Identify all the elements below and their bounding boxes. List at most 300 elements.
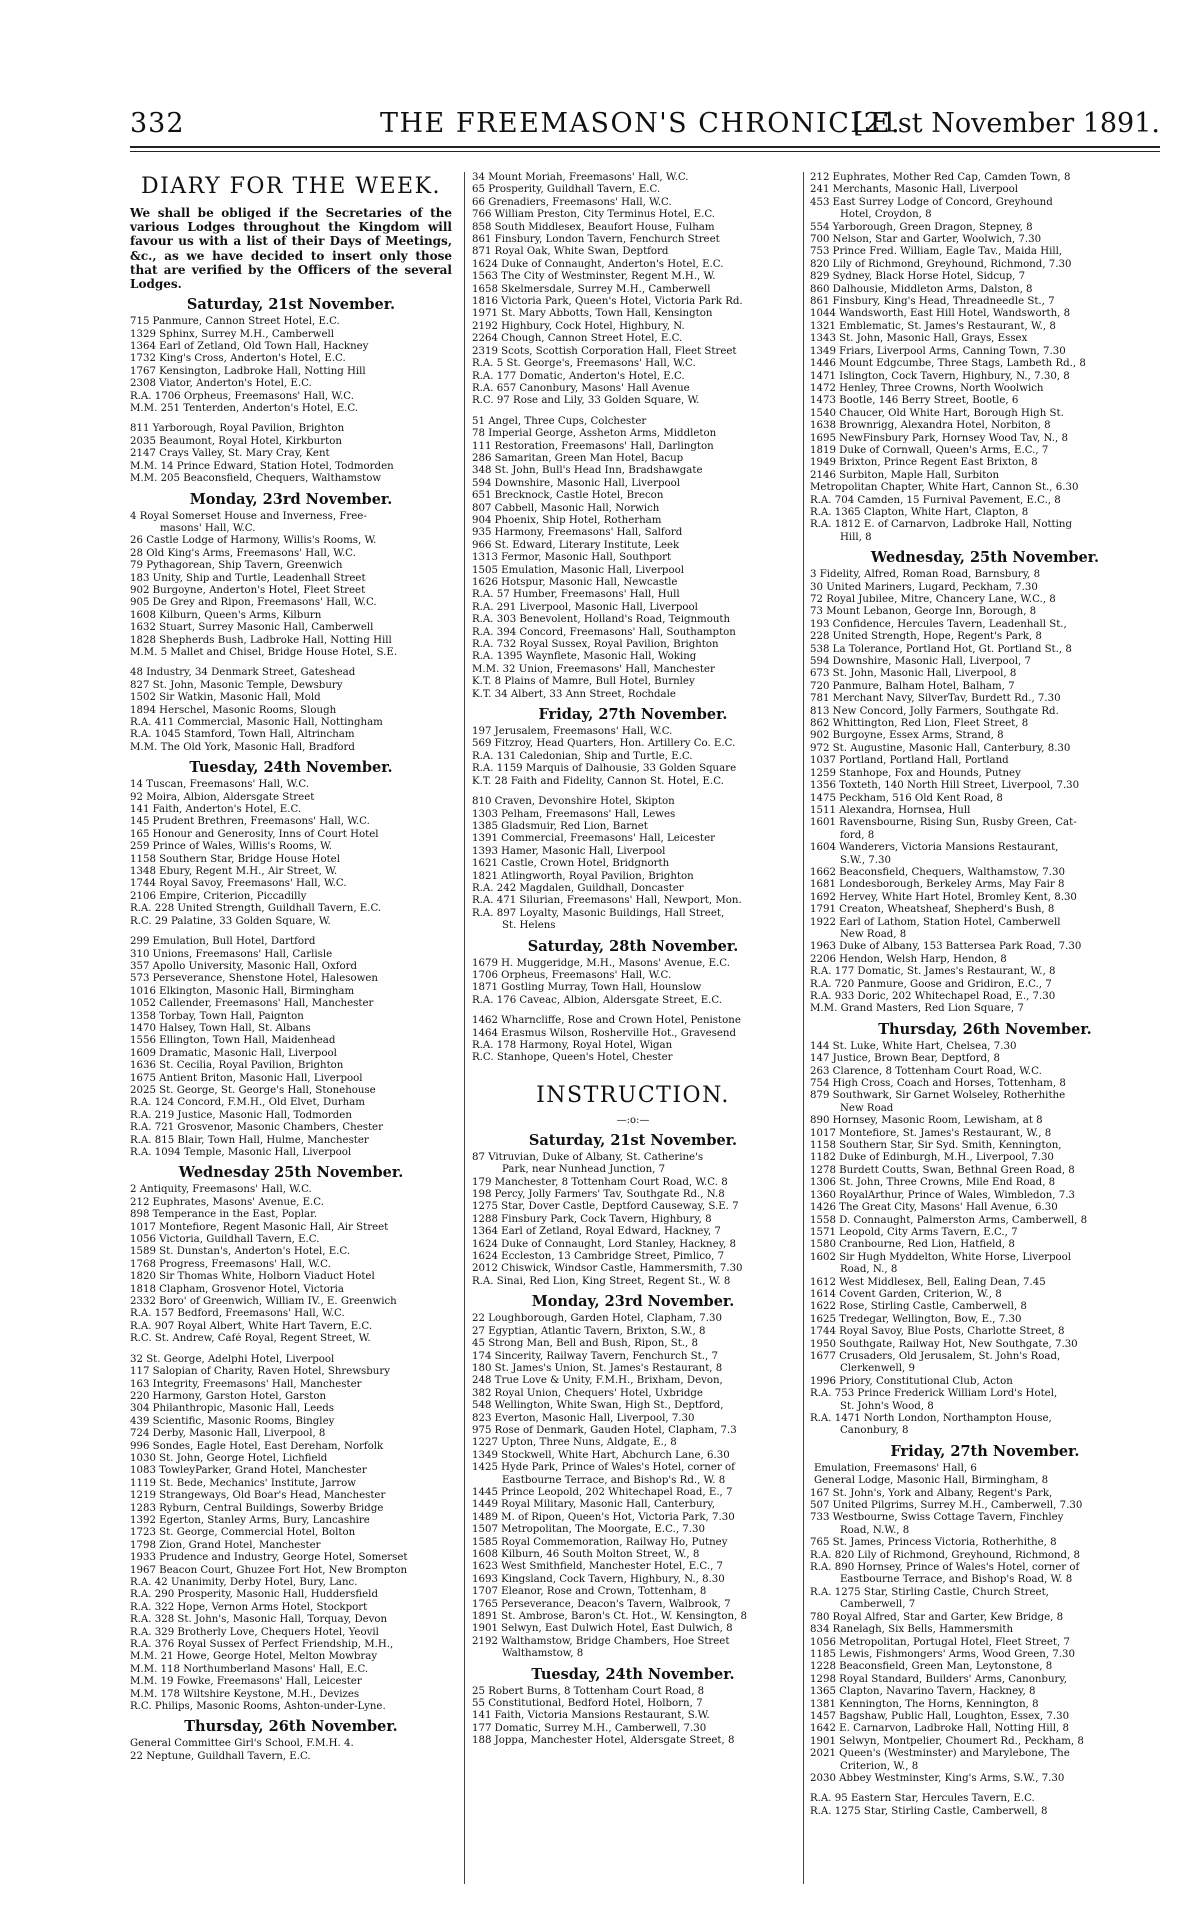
lodge-entry: 1589 St. Dunstan's, Anderton's Hotel, E.C. <box>130 1246 351 1258</box>
lodge-entry: 1602 Sir Hugh Myddelton, White Horse, Liverpool <box>810 1251 1072 1263</box>
lodge-entry: 1056 Metropolitan, Portugal Hotel, Fleet Street, 7 <box>810 1636 1070 1648</box>
lodge-entry: 263 Clarence, 8 Tottenham Court Road, W.C. <box>810 1065 1042 1077</box>
lodge-entry: 25 Robert Burns, 8 Tottenham Court Road, 8 <box>472 1685 705 1697</box>
lodge-entry: 548 Wellington, White Swan, High St., Deptford, <box>472 1400 724 1412</box>
lodge-entry: 1475 Peckham, 516 Old Kent Road, 8 <box>810 792 1003 804</box>
lodge-entry: 183 Unity, Ship and Turtle, Leadenhall Street <box>130 572 366 584</box>
lodge-entry: 507 United Pilgrims, Surrey M.H., Camberwell, 7.30 <box>810 1500 1083 1512</box>
day-heading: Saturday, 21st November. <box>186 296 396 314</box>
lodge-entry: R.A. 907 Royal Albert, White Hart Tavern, E.C. <box>130 1320 373 1332</box>
lodge-entry: R.A. 329 Brotherly Love, Chequers Hotel, Yeovil <box>130 1626 379 1638</box>
lodge-entry: R.A. 1275 Star, Stirling Castle, Church Street, <box>810 1586 1049 1598</box>
lodge-entry: 1449 Royal Military, Masonic Hall, Canterbury, <box>472 1499 716 1511</box>
lodge-entry: M.M. 32 Union, Freemasons' Hall, Manchester <box>472 663 715 675</box>
spacer <box>810 1785 1160 1793</box>
lodge-entry: New Road, 8 <box>840 928 907 940</box>
header-rule-top <box>130 146 1160 148</box>
lodge-entry: 198 Percy, Jolly Farmers' Tav, Southgate Rd., N.8 <box>472 1189 725 1201</box>
lodge-entry: 286 Samaritan, Green Man Hotel, Bacup <box>472 452 684 464</box>
lodge-entry: R.A. 1094 Temple, Masonic Hall, Liverpool <box>130 1147 352 1158</box>
lodge-entry: St. Helens <box>502 920 556 932</box>
lodge-entry: 898 Temperance in the East, Poplar. <box>130 1209 318 1221</box>
lodge-entry: ford, 8 <box>840 829 875 841</box>
lodge-entry: 1624 Duke of Connaught, Anderton's Hotel, E.C. <box>472 258 724 270</box>
lodge-entry: 1511 Alexandra, Hornsea, Hull <box>810 804 971 816</box>
lodge-entry: 651 Brecknock, Castle Hotel, Brecon <box>472 490 664 502</box>
spacer <box>472 788 794 796</box>
lodge-entry: 862 Whittington, Red Lion, Fleet Street, 8 <box>810 718 1029 730</box>
lodge-entry: M.M. 19 Fowke, Freemasons' Hall, Leicester <box>130 1676 362 1688</box>
lodge-entry: R.A. 394 Concord, Freemasons' Hall, Southampton <box>472 626 736 638</box>
lodge-entry: Camberwell, 7 <box>840 1599 916 1611</box>
lodge-entry: M.M. 178 Wiltshire Keystone, M.H., Devizes <box>130 1688 360 1700</box>
lodge-entry: 348 St. John, Bull's Head Inn, Bradshawgate <box>472 465 703 477</box>
lodge-entry: 1624 Eccleston, 13 Cambridge Street, Pimlico, 7 <box>472 1251 725 1263</box>
lodge-entry: 1967 Beacon Court, Ghuzee Fort Hot, New Brompton <box>130 1564 408 1576</box>
lodge-entry: Road, N.W., 8 <box>840 1524 910 1536</box>
lodge-entry: 890 Hornsey, Masonic Room, Lewisham, at 8 <box>810 1115 1043 1127</box>
lodge-entry: M.M. 14 Prince Edward, Station Hotel, Todmorden <box>130 460 394 472</box>
lodge-entry: 1017 Montefiore, Regent Masonic Hall, Air Street <box>130 1221 389 1233</box>
lodge-entry: 1636 St. Cecilia, Royal Pavilion, Brighton <box>130 1060 344 1072</box>
lodge-entry: R.A. 124 Concord, F.M.H., Old Elvet, Durham <box>130 1097 365 1109</box>
lodge-entry: Canonbury, 8 <box>840 1425 909 1437</box>
lodge-entry: 820 Lily of Richmond, Greyhound, Richmond, 7.30 <box>810 258 1072 270</box>
lodge-entry: 1556 Ellington, Town Hall, Maidenhead <box>130 1035 336 1047</box>
lodge-entry: R.A. 157 Bedford, Freemasons' Hall, W.C. <box>130 1308 345 1320</box>
lodge-entry: 1158 Southern Star, Bridge House Hotel <box>130 853 340 865</box>
lodge-entry: Eastbourne Terrace, and Bishop's Road, W. 8 <box>840 1574 1073 1586</box>
lodge-entry: 1791 Creaton, Wheatsheaf, Shepherd's Bush, 8 <box>810 904 1055 916</box>
lodge-entry: Criterion, W., 8 <box>840 1760 919 1772</box>
lodge-entry: 1642 E. Carnarvon, Ladbroke Hall, Notting Hill, 8 <box>810 1723 1069 1735</box>
lodge-entry: 145 Prudent Brethren, Freemasons' Hall, W.C. <box>130 816 370 828</box>
lodge-entry: 147 Justice, Brown Bear, Deptford, 8 <box>810 1053 1001 1065</box>
lodge-entry: 1358 Torbay, Town Hall, Paignton <box>130 1010 304 1022</box>
lodge-entry: R.A. 57 Humber, Freemasons' Hall, Hull <box>472 589 680 601</box>
lodge-entry: 2264 Chough, Cannon Street Hotel, E.C. <box>472 333 683 345</box>
lodge-entry: 1119 St. Bede, Mechanics' Institute, Jarrow <box>130 1477 357 1489</box>
lodge-entry: 1558 D. Connaught, Palmerston Arms, Camberwell, 8 <box>810 1214 1088 1226</box>
lodge-entry: 753 Prince Fred. William, Eagle Tav., Maida Hill, <box>810 246 1063 258</box>
spacer <box>472 408 794 416</box>
lodge-entry: 1507 Metropolitan, The Moorgate, E.C., 7.30 <box>472 1524 705 1536</box>
lodge-entry: 22 Loughborough, Garden Hotel, Clapham, 7.30 <box>472 1313 722 1325</box>
lodge-entry: 28 Old King's Arms, Freemasons' Hall, W.C. <box>130 547 356 559</box>
lodge-entry: 754 High Cross, Coach and Horses, Tottenham, 8 <box>810 1078 1066 1090</box>
lodge-entry: 1706 Orpheus, Freemasons' Hall, W.C. <box>472 969 672 981</box>
lodge-entry: 1185 Lewis, Fishmongers' Arms, Wood Green, 7.30 <box>810 1648 1075 1660</box>
lodge-entry: Clerkenwell, 9 <box>840 1363 915 1375</box>
lodge-entry: 141 Faith, Anderton's Hotel, E.C. <box>130 804 302 816</box>
lodge-entry: R.A. 328 St. John's, Masonic Hall, Torquay, Devon <box>130 1614 388 1626</box>
lodge-entry: R.A. 1706 Orpheus, Freemasons' Hall, W.C. <box>130 390 354 402</box>
lodge-entry: Road, N., 8 <box>840 1264 898 1276</box>
lodge-entry: 188 Joppa, Manchester Hotel, Aldersgate Street, 8 <box>472 1735 735 1747</box>
header-rule-bottom <box>130 151 1160 152</box>
lodge-entry: 1364 Earl of Zetland, Royal Edward, Hackney, 7 <box>472 1226 721 1238</box>
day-heading: Thursday, 26th November. <box>878 1020 1092 1038</box>
lodge-entry: 1798 Zion, Grand Hotel, Manchester <box>130 1539 321 1551</box>
lodge-entry: 1922 Earl of Lathom, Station Hotel, Camberwell <box>810 916 1061 928</box>
spacer <box>472 1065 794 1073</box>
lodge-entry: 781 Merchant Navy, SilverTav, Burdett Rd., 7.30 <box>810 693 1061 705</box>
column-middle <box>472 172 794 1748</box>
lodge-entry: R.A. 95 Eastern Star, Hercules Tavern, E.C. <box>810 1793 1035 1805</box>
lodge-entry: R.C. St. Andrew, Café Royal, Regent Street, W. <box>130 1333 371 1345</box>
lodge-entry: 2 Antiquity, Freemasons' Hall, W.C. <box>130 1184 312 1196</box>
lodge-entry: 1695 NewFinsbury Park, Hornsey Wood Tav, N., 8 <box>810 432 1068 444</box>
lodge-entry: 193 Confidence, Hercules Tavern, Leadenhall St., <box>810 618 1067 630</box>
lodge-entry: 1614 Covent Garden, Criterion, W., 8 <box>810 1288 1002 1300</box>
lodge-entry: 860 Dalhousie, Middleton Arms, Dalston, 8 <box>810 283 1033 295</box>
lodge-entry: 1219 Strangeways, Old Boar's Head, Manchester <box>130 1490 386 1502</box>
lodge-entry: R.A. 177 Domatic, Anderton's Hotel, E.C. <box>472 370 685 382</box>
lodge-entry: 1425 Hyde Park, Prince of Wales's Hotel, corner of <box>472 1462 735 1474</box>
lodge-entry: R.A. 897 Loyalty, Masonic Buildings, Hall Street, <box>472 907 725 919</box>
lodge-entry: 1622 Rose, Stirling Castle, Camberwell, 8 <box>810 1301 1027 1313</box>
lodge-entry: 1030 St. John, George Hotel, Lichfield <box>130 1452 328 1464</box>
lodge-entry: New Road <box>840 1102 894 1114</box>
lodge-entry: R.A. 1159 Marquis of Dalhousie, 33 Golden Square <box>472 763 737 775</box>
lodge-entry: R.A. 131 Caledonian, Ship and Turtle, E.C. <box>472 750 693 762</box>
lodge-entry: 700 Nelson, Star and Garter, Woolwich, 7.30 <box>810 234 1042 246</box>
lodge-entry: 72 Royal Jubilee, Mitre, Chancery Lane, W.C., 8 <box>810 594 1056 605</box>
section-title: DIARY FOR THE WEEK. <box>140 174 442 199</box>
lodge-entry: 2332 Boro' of Greenwich, William IV., E. Greenwich <box>130 1296 397 1308</box>
lodge-entry: 1816 Victoria Park, Queen's Hotel, Victoria Park Rd. <box>472 296 743 308</box>
lodge-entry: 1502 Sir Watkin, Masonic Hall, Mold <box>130 692 321 704</box>
lodge-entry: 1996 Priory, Constitutional Club, Acton <box>810 1375 1013 1387</box>
day-heading: Friday, 27th November. <box>538 706 728 724</box>
lodge-entry: 1540 Chaucer, Old White Hart, Borough High St. <box>810 407 1064 419</box>
lodge-entry: 179 Manchester, 8 Tottenham Court Road, W.C. 8 <box>472 1176 728 1188</box>
lodge-entry: 1016 Elkington, Masonic Hall, Birmingham <box>130 985 355 997</box>
lodge-entry: Walthamstow, 8 <box>502 1648 584 1660</box>
lodge-entry: 904 Phoenix, Ship Hotel, Rotherham <box>472 514 662 526</box>
lodge-entry: M.M. 251 Tenterden, Anderton's Hotel, E.C. <box>130 403 359 415</box>
lodge-entry: 733 Westbourne, Swiss Cottage Tavern, Finchley <box>810 1512 1064 1524</box>
lodge-entry: 1612 West Middlesex, Bell, Ealing Dean, 7.45 <box>810 1276 1046 1288</box>
lodge-entry: 1464 Erasmus Wilson, Rosherville Hot., Gravesend <box>472 1027 736 1039</box>
lodge-entry: R.C. 29 Palatine, 33 Golden Square, W. <box>130 915 331 927</box>
lodge-entry: 1638 Brownrigg, Alexandra Hotel, Norbiton, 8 <box>810 420 1051 432</box>
lodge-entry: R.A. 933 Doric, 202 Whitechapel Road, E., 7.30 <box>810 991 1056 1002</box>
lodge-entry: 2319 Scots, Scottish Corporation Hall, Fleet Street <box>472 345 737 357</box>
spacer <box>130 928 452 936</box>
lodge-entry: 1329 Sphinx, Surrey M.H., Camberwell <box>130 328 335 340</box>
lodge-entry: 27 Egyptian, Atlantic Tavern, Brixton, S.W., 8 <box>472 1325 706 1337</box>
lodge-entry: 1278 Burdett Coutts, Swan, Bethnal Green Road, 8 <box>810 1164 1075 1176</box>
lodge-entry: 3 Fidelity, Alfred, Roman Road, Barnsbury, 8 <box>810 569 1041 581</box>
lodge-entry: K.T. 8 Plains of Mamre, Bull Hotel, Burnley <box>472 676 695 688</box>
lodge-entry: K.T. 34 Albert, 33 Ann Street, Rochdale <box>472 688 676 700</box>
lodge-entry: 259 Prince of Wales, Willis's Rooms, W. <box>130 841 333 853</box>
lodge-entry: 34 Mount Moriah, Freemasons' Hall, W.C. <box>472 172 689 183</box>
lodge-entry: 1608 Kilburn, Queen's Arms, Kilburn <box>130 609 322 621</box>
lodge-entry: 966 St. Edward, Literary Institute, Leek <box>472 539 680 551</box>
lodge-entry: 2206 Hendon, Welsh Harp, Hendon, 8 <box>810 953 1007 965</box>
lodge-entry: 66 Grenadiers, Freemasons' Hall, W.C. <box>472 196 672 208</box>
lodge-entry: R.A. 5 St. George's, Freemasons' Hall, W.C. <box>472 358 696 370</box>
lodge-entry: 1821 Atlingworth, Royal Pavilion, Brighton <box>472 870 694 882</box>
lodge-entry: 174 Sincerity, Railway Tavern, Fenchurch St., 7 <box>472 1350 718 1362</box>
lodge-entry: R.A. Sinai, Red Lion, King Street, Regent St., W. 8 <box>472 1275 731 1287</box>
lodge-entry: 299 Emulation, Bull Hotel, Dartford <box>130 936 316 948</box>
day-heading: Monday, 23rd November. <box>189 490 393 508</box>
lodge-entry: Metropolitan Chapter, White Hart, Cannon St., 6.30 <box>810 482 1079 494</box>
lodge-entry: 177 Domatic, Surrey M.H., Camberwell, 7.30 <box>472 1722 707 1734</box>
lodge-entry: R.A. 732 Royal Sussex, Royal Pavilion, Brighton <box>472 639 719 651</box>
lodge-entry: 715 Panmure, Cannon Street Hotel, E.C. <box>130 316 340 328</box>
lodge-entry: R.A. 176 Caveac, Albion, Aldersgate Street, E.C. <box>472 994 723 1006</box>
lodge-entry: 228 United Strength, Hope, Regent's Park, 8 <box>810 631 1042 643</box>
lodge-entry: R.A. 657 Canonbury, Masons' Hall Avenue <box>472 382 690 394</box>
lodge-entry: 212 Euphrates, Masons' Avenue, E.C. <box>130 1196 324 1208</box>
lodge-entry: 79 Pythagorean, Ship Tavern, Greenwich <box>130 560 343 572</box>
lodge-entry: 1949 Brixton, Prince Regent East Brixton, 8 <box>810 457 1038 469</box>
lodge-entry: R.A. 177 Domatic, St. James's Restaurant, W., 8 <box>810 966 1056 978</box>
lodge-entry: R.A. 242 Magdalen, Guildhall, Doncaster <box>472 882 684 894</box>
lodge-entry: 861 Finsbury, London Tavern, Fenchurch Street <box>472 234 720 246</box>
lodge-entry: 673 St. John, Masonic Hall, Liverpool, 8 <box>810 668 1017 680</box>
lodge-entry: M.M. 118 Northumberland Masons' Hall, E.C. <box>130 1663 369 1675</box>
lodge-entry: 1626 Hotspur, Masonic Hall, Newcastle <box>472 577 678 588</box>
lodge-entry: 1391 Commercial, Freemasons' Hall, Leicester <box>472 833 715 845</box>
lodge-entry: R.A. 42 Unanimity, Derby Hotel, Bury, Lanc. <box>130 1577 358 1588</box>
lodge-entry: 1744 Royal Savoy, Freemasons' Hall, W.C. <box>130 878 347 890</box>
day-heading: Thursday, 26th November. <box>184 1718 398 1736</box>
lodge-entry: 935 Harmony, Freemasons' Hall, Salford <box>472 527 683 539</box>
lodge-entry: 1693 Kingsland, Cock Tavern, Highbury, N., 8.30 <box>472 1573 725 1585</box>
lodge-entry: R.A. 290 Prosperity, Masonic Hall, Huddersfield <box>130 1589 378 1601</box>
lodge-entry: R.A. 471 Silurian, Freemasons' Hall, Newport, Mon. <box>472 895 742 907</box>
lodge-entry: 1891 St. Ambrose, Baron's Ct. Hot., W. Kensington, 8 <box>472 1611 747 1623</box>
lodge-entry: 117 Salopian of Charity, Raven Hotel, Shrewsbury <box>130 1366 390 1378</box>
lodge-entry: 1227 Upton, Three Nuns, Aldgate, E., 8 <box>472 1437 677 1449</box>
lodge-entry: 87 Vitruvian, Duke of Albany, St. Catherine's <box>472 1151 704 1163</box>
lodge-entry: 1298 Royal Standard, Builders' Arms, Canonbury, <box>810 1673 1068 1685</box>
lodge-entry: 1052 Callender, Freemasons' Hall, Manchester <box>130 998 374 1010</box>
lodge-entry: 4 Royal Somerset House and Inverness, Free- <box>130 510 367 522</box>
lodge-entry: R.A. 815 Blair, Town Hall, Hulme, Manchester <box>130 1134 369 1146</box>
lodge-entry: 879 Southwark, Sir Garnet Wolseley, Rotherhithe <box>810 1090 1066 1102</box>
intro-paragraph: We shall be obliged if the Secretaries of the various Lodges throughout the Kingdom will favour us with a list of their Days of Meetings, &c., as we have decided to insert only those that are verified by the Officers of the several Lodges. <box>130 206 452 292</box>
lodge-entry: 1457 Bagshaw, Public Hall, Loughton, Essex, 7.30 <box>810 1710 1070 1722</box>
lodge-entry: 197 Jerusalem, Freemasons' Hall, W.C. <box>472 726 673 738</box>
lodge-entry: 1275 Star, Dover Castle, Deptford Causeway, S.E. 7 <box>472 1201 739 1213</box>
lodge-entry: 720 Panmure, Balham Hotel, Balham, 7 <box>810 680 1015 692</box>
spacer <box>472 1073 794 1081</box>
lodge-entry: 823 Everton, Masonic Hall, Liverpool, 7.30 <box>472 1412 695 1424</box>
lodge-entry: 1608 Kilburn, 46 South Molton Street, W., 8 <box>472 1549 700 1560</box>
lodge-entry: 1283 Ryburn, Central Buildings, Sowerby Bridge <box>130 1502 384 1514</box>
lodge-entry: 1679 H. Muggeridge, M.H., Masons' Avenue, E.C. <box>472 957 730 969</box>
lodge-entry: 1303 Pelham, Freemasons' Hall, Lewes <box>472 808 676 820</box>
lodge-entry: 1604 Wanderers, Victoria Mansions Restaurant, <box>810 842 1059 854</box>
lodge-entry: 1489 M. of Ripon, Queen's Hot, Victoria Park, 7.30 <box>472 1511 735 1523</box>
lodge-entry: R.A. 1471 North London, Northampton House, <box>810 1413 1052 1424</box>
publication-title: THE FREEMASON'S CHRONICLE. <box>380 108 902 139</box>
lodge-entry: 180 St. James's Union, St. James's Restaurant, 8 <box>472 1362 723 1374</box>
lodge-entry: 554 Yarborough, Green Dragon, Stepney, 8 <box>810 221 1033 233</box>
lodge-entry: 1632 Stuart, Surrey Masonic Hall, Camberwell <box>130 622 374 634</box>
lodge-entry: 144 St. Luke, White Hart, Chelsea, 7.30 <box>810 1040 1017 1052</box>
lodge-entry: 2025 St. George, St. George's Hall, Stonehouse <box>130 1084 376 1096</box>
lodge-entry: 1349 Stockwell, White Hart, Abchurch Lane, 6.30 <box>472 1449 730 1461</box>
lodge-entry: 780 Royal Alfred, Star and Garter, Kew Bridge, 8 <box>810 1611 1064 1623</box>
lodge-entry: 1462 Wharncliffe, Rose and Crown Hotel, Penistone <box>472 1015 741 1027</box>
lodge-entry: 22 Neptune, Guildhall Tavern, E.C. <box>130 1750 311 1762</box>
lodge-entry: 141 Faith, Victoria Mansions Restaurant, S.W. <box>472 1710 710 1722</box>
column-divider <box>464 172 465 1884</box>
lodge-entry: 167 St. John's, York and Albany, Regent's Park, <box>810 1487 1053 1499</box>
lodge-entry: 1505 Emulation, Masonic Hall, Liverpool <box>472 564 684 576</box>
lodge-entry: 1768 Progress, Freemasons' Hall, W.C. <box>130 1258 331 1270</box>
day-heading: Tuesday, 24th November. <box>189 759 393 777</box>
day-heading: Saturday, 28th November. <box>527 937 739 955</box>
lodge-entry: 1609 Dramatic, Masonic Hall, Liverpool <box>130 1047 337 1059</box>
lodge-entry: 1228 Beaconsfield, Green Man, Leytonstone, 8 <box>810 1661 1053 1673</box>
lodge-entry: 905 De Grey and Ripon, Freemasons' Hall, W.C. <box>130 597 377 609</box>
lodge-entry: R.A. 219 Justice, Masonic Hall, Todmorden <box>130 1109 352 1121</box>
lodge-entry: St. John's Wood, 8 <box>840 1400 934 1412</box>
lodge-entry: 55 Constitutional, Bedford Hotel, Holborn, 7 <box>472 1698 703 1710</box>
lodge-entry: 1182 Duke of Edinburgh, M.H., Liverpool, 7.30 <box>810 1152 1054 1164</box>
lodge-entry: 1744 Royal Savoy, Blue Posts, Charlotte Street, 8 <box>810 1326 1065 1338</box>
lodge-entry: 165 Honour and Generosity, Inns of Court Hotel <box>130 828 379 840</box>
day-heading: Wednesday, 25th November. <box>870 549 1100 567</box>
lodge-entry: R.A. 291 Liverpool, Masonic Hall, Liverpool <box>472 601 698 613</box>
lodge-entry: R.A. 228 United Strength, Guildhall Tavern, E.C. <box>130 903 382 915</box>
lodge-entry: 2106 Empire, Criterion, Piccadilly <box>130 890 307 902</box>
lodge-entry: 1623 West Smithfield, Manchester Hotel, E.C., 7 <box>472 1561 724 1573</box>
lodge-entry: 2030 Abbey Westminster, King's Arms, S.W., 7.30 <box>810 1772 1065 1784</box>
lodge-entry: 1364 Earl of Zetland, Old Town Hall, Hackney <box>130 341 369 353</box>
spacer <box>130 1346 452 1354</box>
day-heading: Friday, 27th November. <box>890 1442 1080 1460</box>
lodge-entry: R.A. 720 Panmure, Goose and Gridiron, E.C., 7 <box>810 978 1052 990</box>
lodge-entry: 1044 Wandsworth, East Hill Hotel, Wandsworth, 8 <box>810 308 1071 320</box>
day-heading: Monday, 23rd November. <box>531 1293 735 1311</box>
ornament: —:o:— <box>616 1114 650 1126</box>
lodge-entry: 1692 Hervey, White Hart Hotel, Bromley Kent, 8.30 <box>810 891 1077 903</box>
lodge-entry: 594 Downshire, Masonic Hall, Liverpool <box>472 477 680 489</box>
lodge-entry: 1321 Emblematic, St. James's Restaurant, W., 8 <box>810 320 1056 332</box>
lodge-entry: 871 Royal Oak, White Swan, Deptford <box>472 246 669 258</box>
lodge-entry: R.A. 303 Benevolent, Holland's Road, Teignmouth <box>472 614 731 626</box>
lodge-entry: 1675 Antient Briton, Masonic Hall, Liverpool <box>130 1072 363 1084</box>
column-left <box>130 172 452 1763</box>
lodge-entry: 573 Perseverance, Shenstone Hotel, Halesowen <box>130 973 378 985</box>
lodge-entry: 48 Industry, 34 Denmark Street, Gateshead <box>130 667 356 679</box>
lodge-entry: 2012 Chiswick, Windsor Castle, Hammersmith, 7.30 <box>472 1263 743 1275</box>
lodge-entry: 569 Fitzroy, Head Quarters, Hon. Artillery Co. E.C. <box>472 738 736 750</box>
spacer <box>472 1007 794 1015</box>
lodge-entry: 32 St. George, Adelphi Hotel, Liverpool <box>130 1353 335 1365</box>
lodge-entry: 78 Imperial George, Assheton Arms, Middleton <box>472 428 717 440</box>
issue-date: [21st November 1891. <box>853 108 1160 139</box>
lodge-entry: 73 Mount Lebanon, George Inn, Borough, 8 <box>810 606 1037 618</box>
lodge-entry: 1820 Sir Thomas White, Holborn Viaduct Hotel <box>130 1271 375 1283</box>
lodge-entry: 1017 Montefiore, St. James's Restaurant, W., 8 <box>810 1127 1052 1139</box>
lodge-entry: masons' Hall, W.C. <box>160 522 256 534</box>
lodge-entry: 829 Sydney, Black Horse Hotel, Sidcup, 7 <box>810 271 1026 283</box>
lodge-entry: 1971 St. Mary Abbotts, Town Hall, Kensington <box>472 308 713 320</box>
lodge-entry: 1306 St. John, Three Crowns, Mile End Road, 8 <box>810 1177 1056 1189</box>
lodge-entry: Hotel, Croydon, 8 <box>840 209 932 221</box>
lodge-entry: R.A. 1365 Clapton, White Hart, Clapton, 8 <box>810 506 1029 518</box>
lodge-entry: 1313 Fermor, Masonic Hall, Southport <box>472 552 672 564</box>
lodge-entry: 1381 Kennington, The Horns, Kennington, 8 <box>810 1698 1039 1710</box>
lodge-entry: R.A. 376 Royal Sussex of Perfect Friendship, M.H., <box>130 1639 394 1651</box>
lodge-entry: 1446 Mount Edgcumbe, Three Stags, Lambeth Rd., 8 <box>810 358 1086 370</box>
lodge-entry: 1601 Ravensbourne, Rising Sun, Rusby Green, Cat- <box>810 817 1077 829</box>
lodge-entry: M.M. Grand Masters, Red Lion Square, 7 <box>810 1003 1024 1015</box>
lodge-entry: 1681 Londesborough, Berkeley Arms, May Fair 8 <box>810 879 1065 891</box>
lodge-entry: 65 Prosperity, Guildhall Tavern, E.C. <box>472 184 661 196</box>
lodge-entry: R.C. Philips, Masonic Rooms, Ashton-under-Lyne. <box>130 1701 386 1713</box>
lodge-entry: 1083 TowleyParker, Grand Hotel, Manchester <box>130 1465 367 1477</box>
lodge-entry: 1723 St. George, Commercial Hotel, Bolton <box>130 1527 356 1539</box>
lodge-entry: 1571 Leopold, City Arms Tavern, E.C., 7 <box>810 1226 1018 1238</box>
lodge-entry: M.M. 205 Beaconsfield, Chequers, Walthamstow <box>130 473 382 485</box>
lodge-entry: 1392 Egerton, Stanley Arms, Bury, Lancashire <box>130 1514 370 1526</box>
lodge-entry: 2146 Surbiton, Maple Hall, Surbiton <box>810 469 1000 481</box>
lodge-entry: R.A. 322 Hope, Vernon Arms Hotel, Stockport <box>130 1601 368 1613</box>
lodge-entry: 382 Royal Union, Chequers' Hotel, Uxbridge <box>472 1387 703 1399</box>
lodge-entry: 1288 Finsbury Park, Cock Tavern, Highbury, 8 <box>472 1213 712 1225</box>
page-header <box>130 108 1160 140</box>
lodge-entry: 241 Merchants, Masonic Hall, Liverpool <box>810 184 1019 196</box>
lodge-entry: 1819 Duke of Cornwall, Queen's Arms, E.C., 7 <box>810 444 1049 456</box>
lodge-entry: 765 St. James, Princess Victoria, Rotherhithe, 8 <box>810 1537 1057 1549</box>
lodge-entry: M.M. The Old York, Masonic Hall, Bradford <box>130 741 355 753</box>
lodge-entry: 2035 Beaumont, Royal Hotel, Kirkburton <box>130 435 342 447</box>
lodge-entry: 1901 Selwyn, East Dulwich Hotel, East Dulwich, 8 <box>472 1623 733 1635</box>
lodge-entry: 2147 Crays Valley, St. Mary Cray, Kent <box>130 448 330 460</box>
lodge-entry: 1871 Gostling Murray, Town Hall, Hounslow <box>472 982 702 994</box>
lodge-entry: 1963 Duke of Albany, 153 Battersea Park Road, 7.30 <box>810 941 1082 953</box>
lodge-entry: 51 Angel, Three Cups, Colchester <box>472 415 647 427</box>
lodge-entry: 811 Yarborough, Royal Pavilion, Brighton <box>130 423 345 435</box>
lodge-entry: 1445 Prince Leopold, 202 Whitechapel Road, E., 7 <box>472 1486 733 1498</box>
lodge-entry: 1585 Royal Commemoration, Railway Ho, Putney <box>472 1536 728 1548</box>
lodge-entry: 1158 Southern Star, Sir Syd. Smith, Kennington, <box>810 1140 1062 1152</box>
lodge-entry: 1056 Victoria, Guildhall Tavern, E.C. <box>130 1234 320 1246</box>
lodge-entry: 1818 Clapham, Grosvenor Hotel, Victoria <box>130 1283 344 1295</box>
lodge-entry: R.A. 1045 Stamford, Town Hall, Altrincham <box>130 729 355 741</box>
lodge-entry: 1621 Castle, Crown Hotel, Bridgnorth <box>472 858 670 870</box>
lodge-entry: 1894 Herschel, Masonic Rooms, Slough <box>130 704 337 716</box>
lodge-entry: R.A. 1275 Star, Stirling Castle, Camberwell, 8 <box>810 1805 1048 1817</box>
lodge-entry: 1767 Kensington, Ladbroke Hall, Notting Hill <box>130 365 366 377</box>
lodge-entry: General Lodge, Masonic Hall, Birmingham, 8 <box>814 1475 1049 1487</box>
lodge-entry: 1901 Selwyn, Montpelier, Choumert Rd., Peckham, 8 <box>810 1735 1084 1747</box>
lodge-entry: 45 Strong Man, Bell and Bush, Ripon, St., 8 <box>472 1338 699 1350</box>
lodge-entry: 30 United Mariners, Lugard, Peckham, 7.30 <box>810 581 1038 593</box>
lodge-entry: General Committee Girl's School, F.M.H. 4. <box>130 1738 354 1750</box>
lodge-entry: 1393 Hamer, Masonic Hall, Liverpool <box>472 845 666 857</box>
lodge-entry: 975 Rose of Denmark, Gauden Hotel, Clapham, 7.3 <box>472 1424 737 1436</box>
lodge-entry: 902 Burgoyne, Essex Arms, Strand, 8 <box>810 730 1004 742</box>
lodge-entry: Eastbourne Terrace, and Bishop's Rd., W. 8 <box>502 1474 726 1486</box>
lodge-entry: 807 Cabbell, Masonic Hall, Norwich <box>472 502 660 514</box>
lodge-entry: 1349 Friars, Liverpool Arms, Canning Town, 7.30 <box>810 345 1066 357</box>
lodge-entry: 1472 Henley, Three Crowns, North Woolwich <box>810 382 1044 394</box>
lodge-entry: 1365 Clapton, Navarino Tavern, Hackney, 8 <box>810 1686 1036 1698</box>
lodge-entry: 827 St. John, Masonic Temple, Dewsbury <box>130 679 343 691</box>
